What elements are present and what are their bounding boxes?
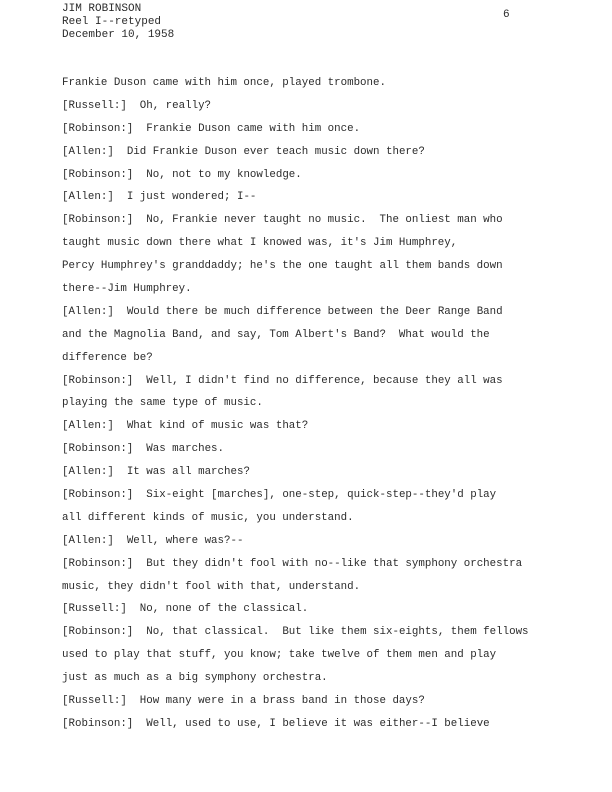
transcript-line	[62, 95, 562, 118]
speaker-label: [Robinson:]	[62, 374, 134, 387]
transcript-text: just as much as a big symphony orchestra.	[62, 672, 328, 685]
transcript-line	[62, 644, 562, 667]
transcript-text: there--Jim Humphrey.	[62, 283, 192, 296]
transcript-text: Well, I didn't find no difference, because they all was	[146, 374, 503, 387]
transcript-line	[62, 507, 562, 530]
transcript-text: Oh, really?	[139, 99, 212, 112]
speaker-label: [Russell:]	[62, 99, 127, 112]
speaker-label: [Robinson:]	[62, 626, 134, 639]
transcript-line	[62, 141, 562, 164]
transcript-line	[62, 667, 562, 690]
transcript-line	[62, 186, 562, 209]
transcript-line	[62, 347, 562, 370]
transcript-line	[62, 209, 562, 232]
speaker-label: [Robinson:]	[62, 717, 134, 730]
transcript-line	[62, 461, 562, 484]
transcript-line	[62, 438, 562, 461]
interview-date: December 10, 1958	[62, 29, 175, 41]
speaker-label: [Russell:]	[62, 603, 127, 616]
speaker-label: [Allen:]	[62, 466, 114, 479]
transcript-text: What kind of music was that?	[126, 420, 309, 433]
speaker-label: [Robinson:]	[62, 443, 134, 456]
transcript-body	[62, 72, 562, 736]
transcript-text: music, they didn't fool with that, understand.	[62, 580, 361, 593]
transcript-text: No, not to my knowledge.	[146, 168, 302, 181]
transcript-line	[62, 530, 562, 553]
transcript-line	[62, 553, 562, 576]
transcript-text: Well, used to use, I believe it was either--I believe	[146, 717, 490, 730]
page-header	[62, 3, 174, 42]
transcript-text: I just wondered; I--	[126, 191, 257, 204]
transcript-text: Well, where was?--	[126, 534, 244, 547]
speaker-label: [Robinson:]	[62, 168, 134, 181]
transcript-text: Did Frankie Duson ever teach music down there?	[126, 145, 425, 158]
transcript-text: How many were in a brass band in those days?	[139, 695, 425, 708]
transcript-line	[62, 370, 562, 393]
transcript-line	[62, 255, 562, 278]
speaker-label: [Allen:]	[62, 305, 114, 318]
transcript-line	[62, 164, 562, 187]
interviewee-name: JIM ROBINSON	[62, 3, 142, 15]
transcript-line	[62, 713, 562, 736]
transcript-line	[62, 278, 562, 301]
transcript-text: Frankie Duson came with him once.	[146, 122, 361, 135]
transcript-text: Was marches.	[146, 443, 225, 456]
transcript-text: No, Frankie never taught no music. The onliest man who	[146, 214, 503, 227]
speaker-label: [Russell:]	[62, 695, 127, 708]
transcript-line	[62, 621, 562, 644]
transcript-text: Percy Humphrey's granddaddy; he's the one taught all them bands down	[62, 260, 503, 273]
transcript-line	[62, 324, 562, 347]
speaker-label: [Robinson:]	[62, 214, 134, 227]
transcript-line	[62, 118, 562, 141]
transcript-line	[62, 301, 562, 324]
transcript-text: But they didn't fool with no--like that symphony orchestra	[146, 557, 523, 570]
speaker-label: [Allen:]	[62, 420, 114, 433]
transcript-line	[62, 598, 562, 621]
speaker-label: [Allen:]	[62, 191, 114, 204]
speaker-label: [Robinson:]	[62, 122, 134, 135]
transcript-line	[62, 690, 562, 713]
speaker-label: [Allen:]	[62, 145, 114, 158]
transcript-text: used to play that stuff, you know; take twelve of them men and play	[62, 649, 497, 662]
transcript-line	[62, 72, 562, 95]
speaker-label: [Allen:]	[62, 534, 114, 547]
speaker-label: [Robinson:]	[62, 557, 134, 570]
transcript-text: difference be?	[62, 351, 153, 364]
reel-label: Reel I--retyped	[62, 16, 162, 28]
transcript-text: No, none of the classical.	[139, 603, 309, 616]
transcript-text: Would there be much difference between the Deer Range Band	[126, 305, 503, 318]
transcript-line	[62, 415, 562, 438]
speaker-label: [Robinson:]	[62, 489, 134, 502]
transcript-text: all different kinds of music, you understand.	[62, 511, 354, 524]
page-number: 6	[503, 9, 510, 21]
transcript-line	[62, 484, 562, 507]
transcript-text: playing the same type of music.	[62, 397, 263, 410]
transcript-text: and the Magnolia Band, and say, Tom Albert's Band? What would the	[62, 328, 490, 341]
transcript-text: taught music down there what I knowed was, it's Jim Humphrey,	[62, 237, 458, 250]
transcript-line	[62, 232, 562, 255]
transcript-line	[62, 392, 562, 415]
transcript-text: Six-eight [marches], one-step, quick-step--they'd play	[146, 489, 497, 502]
transcript-line	[62, 576, 562, 599]
transcript-text: Frankie Duson came with him once, played trombone.	[62, 77, 386, 89]
transcript-text: No, that classical. But like them six-eights, them fellows	[146, 626, 529, 639]
transcript-text: It was all marches?	[126, 466, 250, 479]
